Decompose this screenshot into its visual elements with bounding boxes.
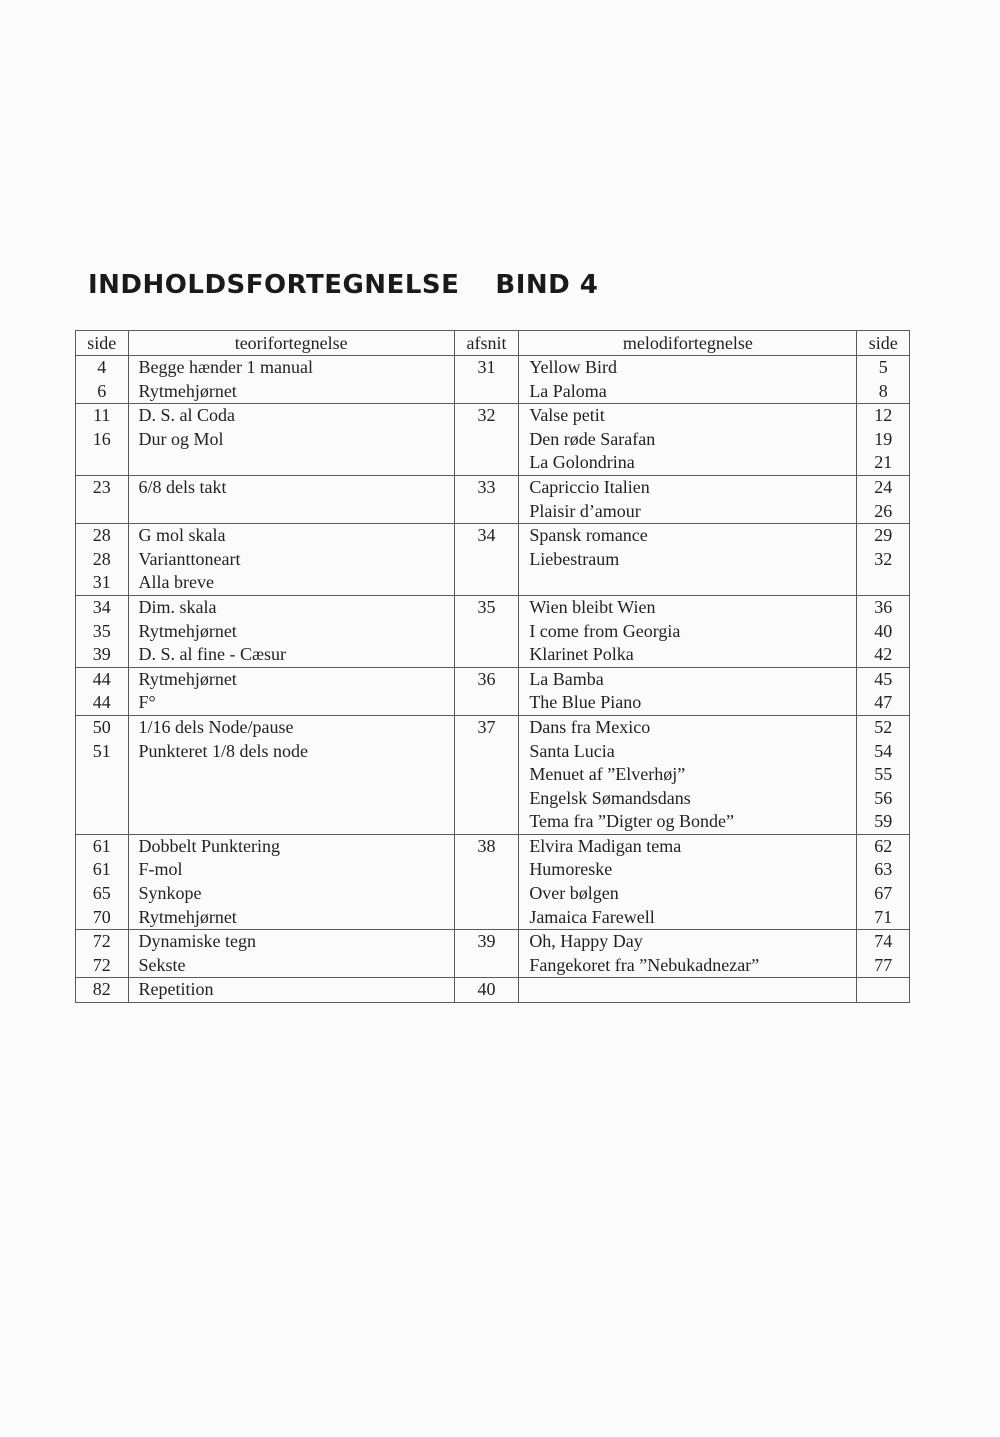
melody-title: Klarinet Polka <box>529 644 634 665</box>
melody-page: 21 <box>874 452 893 473</box>
melody-page: 24 <box>874 476 893 497</box>
melody-title: Over bølgen <box>529 883 619 904</box>
melody-page: 26 <box>874 500 893 521</box>
theory-page: 16 <box>92 428 111 449</box>
melody-page: 71 <box>874 906 893 927</box>
theory-page: 51 <box>92 740 111 761</box>
melody-cell <box>519 404 857 476</box>
empty-line <box>129 763 454 787</box>
theory-title: F° <box>138 692 156 713</box>
theory-cell <box>128 404 454 476</box>
theory-page-cell <box>76 715 129 834</box>
theory-title: 6/8 dels takt <box>138 476 227 497</box>
melody-page-cell <box>857 595 910 667</box>
afsnit-number: 34 <box>477 525 496 546</box>
afsnit-number: 39 <box>477 931 496 952</box>
melody-page: 8 <box>878 380 888 401</box>
melody-cell <box>519 930 857 978</box>
theory-title: F-mol <box>138 859 183 880</box>
melody-page: 45 <box>874 668 893 689</box>
theory-page: 61 <box>92 835 111 856</box>
empty-line <box>857 978 909 1002</box>
header-side-left: side <box>76 331 129 356</box>
melody-title: Oh, Happy Day <box>529 931 643 952</box>
theory-title: Punkteret 1/8 dels node <box>138 740 309 761</box>
theory-page: 28 <box>92 548 111 569</box>
theory-title: D. S. al fine - Cæsur <box>138 644 287 665</box>
theory-page-cell <box>76 475 129 523</box>
melody-cell <box>519 667 857 715</box>
theory-cell <box>128 978 454 1003</box>
title-volume: BIND 4 <box>495 270 599 300</box>
theory-title: Sekste <box>138 954 186 975</box>
theory-page: 35 <box>92 620 111 641</box>
melody-cell <box>519 715 857 834</box>
theory-cell <box>128 524 454 596</box>
melody-title: La Bamba <box>529 668 604 689</box>
melody-title: Engelsk Sømandsdans <box>529 787 691 808</box>
table-row <box>76 475 910 523</box>
melody-cell <box>519 356 857 404</box>
melody-title: Fangekoret fra ”Nebukadnezar” <box>529 954 760 975</box>
header-theory: teorifortegnelse <box>128 331 454 356</box>
theory-title: D. S. al Coda <box>138 405 236 426</box>
theory-page: 39 <box>92 644 111 665</box>
melody-title: Tema fra ”Digter og Bonde” <box>529 811 734 832</box>
melody-page: 42 <box>874 644 893 665</box>
theory-cell <box>128 834 454 929</box>
melody-title: Yellow Bird <box>529 357 618 377</box>
afsnit-cell <box>454 404 519 476</box>
afsnit-cell <box>454 978 519 1003</box>
afsnit-number: 33 <box>477 476 496 497</box>
table-row <box>76 404 910 476</box>
melody-page: 40 <box>874 620 893 641</box>
theory-page: 50 <box>92 716 111 737</box>
melody-page: 77 <box>874 954 893 975</box>
melody-title: Liebestraum <box>529 548 620 569</box>
table-row <box>76 524 910 596</box>
theory-page-cell <box>76 404 129 476</box>
melody-page-cell <box>857 404 910 476</box>
theory-page: 4 <box>97 357 107 377</box>
melody-cell <box>519 978 857 1003</box>
melody-page-cell <box>857 667 910 715</box>
theory-title: Varianttoneart <box>138 548 241 569</box>
empty-line <box>129 451 454 475</box>
title-main: INDHOLDSFORTEGNELSE <box>88 270 460 300</box>
melody-page-cell <box>857 475 910 523</box>
theory-page-cell <box>76 524 129 596</box>
melody-title: Den røde Sarafan <box>529 428 656 449</box>
melody-title: La Paloma <box>529 380 607 401</box>
theory-title: Rytmehjørnet <box>138 620 237 641</box>
melody-page: 29 <box>874 525 893 546</box>
table-row <box>76 595 910 667</box>
melody-cell <box>519 524 857 596</box>
empty-line <box>76 451 128 475</box>
melody-cell <box>519 834 857 929</box>
theory-cell <box>128 667 454 715</box>
afsnit-number: 36 <box>477 668 496 689</box>
melody-page: 56 <box>874 787 893 808</box>
melody-page: 36 <box>874 596 893 617</box>
melody-page: 5 <box>878 357 888 377</box>
theory-page: 70 <box>92 906 111 927</box>
afsnit-number: 32 <box>477 405 496 426</box>
header-side-right: side <box>857 331 910 356</box>
theory-page: 61 <box>92 859 111 880</box>
table-row <box>76 834 910 929</box>
theory-title: Rytmehjørnet <box>138 668 237 689</box>
empty-line <box>519 978 856 1002</box>
theory-page: 28 <box>92 525 111 546</box>
theory-page-cell <box>76 667 129 715</box>
afsnit-cell <box>454 715 519 834</box>
theory-title: Rytmehjørnet <box>138 906 237 927</box>
empty-line <box>129 810 454 834</box>
melody-page-cell <box>857 524 910 596</box>
theory-page-cell <box>76 595 129 667</box>
theory-page: 44 <box>92 668 111 689</box>
melody-page: 59 <box>874 811 893 832</box>
theory-page: 31 <box>92 572 111 593</box>
theory-page: 72 <box>92 931 111 952</box>
theory-page-cell <box>76 356 129 404</box>
melody-page: 74 <box>874 931 893 952</box>
afsnit-cell <box>454 667 519 715</box>
melody-title: Humoreske <box>529 859 613 880</box>
theory-page: 34 <box>92 596 111 617</box>
afsnit-cell <box>454 930 519 978</box>
melody-cell <box>519 595 857 667</box>
afsnit-cell <box>454 356 519 404</box>
theory-title: Synkope <box>138 883 202 904</box>
melody-title: Elvira Madigan tema <box>529 835 682 856</box>
melody-title: Dans fra Mexico <box>529 716 651 737</box>
melody-page: 67 <box>874 883 893 904</box>
theory-cell <box>128 595 454 667</box>
theory-page-cell <box>76 930 129 978</box>
theory-page: 65 <box>92 883 111 904</box>
melody-page-cell <box>857 356 910 404</box>
empty-line <box>129 787 454 811</box>
theory-page: 6 <box>97 380 107 401</box>
contents-table <box>75 330 910 1003</box>
theory-cell <box>128 715 454 834</box>
melody-title: Valse petit <box>529 405 605 426</box>
afsnit-cell <box>454 595 519 667</box>
melody-page: 19 <box>874 428 893 449</box>
melody-page: 63 <box>874 859 893 880</box>
table-row <box>76 715 910 834</box>
melody-page: 52 <box>874 716 893 737</box>
header-afsnit: afsnit <box>454 331 519 356</box>
melody-page: 54 <box>874 740 893 761</box>
header-melody: melodifortegnelse <box>519 331 857 356</box>
theory-page-cell <box>76 834 129 929</box>
theory-title: G mol skala <box>138 525 226 546</box>
melody-title: Menuet af ”Elverhøj” <box>529 764 686 785</box>
melody-page-cell <box>857 978 910 1003</box>
afsnit-number: 31 <box>477 357 496 377</box>
empty-line <box>129 500 454 524</box>
theory-title: Dur og Mol <box>138 428 224 449</box>
empty-line <box>519 571 856 595</box>
melody-title: La Golondrina <box>529 452 635 473</box>
afsnit-number: 37 <box>477 716 496 737</box>
theory-page: 82 <box>92 979 111 1000</box>
melody-title: Wien bleibt Wien <box>529 596 656 617</box>
melody-title: I come from Georgia <box>529 620 681 641</box>
table-header-row <box>76 331 910 356</box>
empty-line <box>76 787 128 811</box>
melody-title: Plaisir d’amour <box>529 500 641 521</box>
afsnit-number: 38 <box>477 835 496 856</box>
table-row <box>76 930 910 978</box>
melody-title: Spansk romance <box>529 525 648 546</box>
theory-cell <box>128 930 454 978</box>
table-row <box>76 978 910 1003</box>
empty-line <box>76 763 128 787</box>
melody-page: 12 <box>874 405 893 426</box>
theory-title: Dynamiske tegn <box>138 931 257 952</box>
theory-title: Dim. skala <box>138 596 217 617</box>
melody-title: The Blue Piano <box>529 692 642 713</box>
afsnit-cell <box>454 524 519 596</box>
theory-title: Begge hænder 1 manual <box>138 357 314 377</box>
table-row <box>76 356 910 404</box>
theory-title: Repetition <box>138 979 214 1000</box>
theory-cell <box>128 475 454 523</box>
melody-page: 55 <box>874 764 893 785</box>
empty-line <box>857 571 909 595</box>
empty-line <box>76 500 128 524</box>
melody-page: 62 <box>874 835 893 856</box>
melody-page-cell <box>857 834 910 929</box>
theory-title: Dobbelt Punktering <box>138 835 281 856</box>
theory-page-cell <box>76 978 129 1003</box>
theory-cell <box>128 356 454 404</box>
theory-title: Rytmehjørnet <box>138 380 237 401</box>
afsnit-cell <box>454 834 519 929</box>
afsnit-cell <box>454 475 519 523</box>
melody-cell <box>519 475 857 523</box>
theory-page: 11 <box>93 405 111 426</box>
theory-title: 1/16 dels Node/pause <box>138 716 294 737</box>
afsnit-number: 35 <box>477 596 496 617</box>
melody-page: 47 <box>874 692 893 713</box>
table-body <box>76 356 910 1003</box>
theory-page: 72 <box>92 954 111 975</box>
theory-page: 44 <box>92 692 111 713</box>
afsnit-number: 40 <box>477 979 496 1000</box>
empty-line <box>76 810 128 834</box>
theory-page: 23 <box>92 476 111 497</box>
melody-title: Capriccio Italien <box>529 476 650 497</box>
melody-title: Santa Lucia <box>529 740 615 761</box>
table-row <box>76 667 910 715</box>
theory-title: Alla breve <box>138 572 215 593</box>
melody-page-cell <box>857 715 910 834</box>
melody-page-cell <box>857 930 910 978</box>
melody-title: Jamaica Farewell <box>529 906 655 927</box>
page-title <box>88 270 598 300</box>
melody-page: 32 <box>874 548 893 569</box>
